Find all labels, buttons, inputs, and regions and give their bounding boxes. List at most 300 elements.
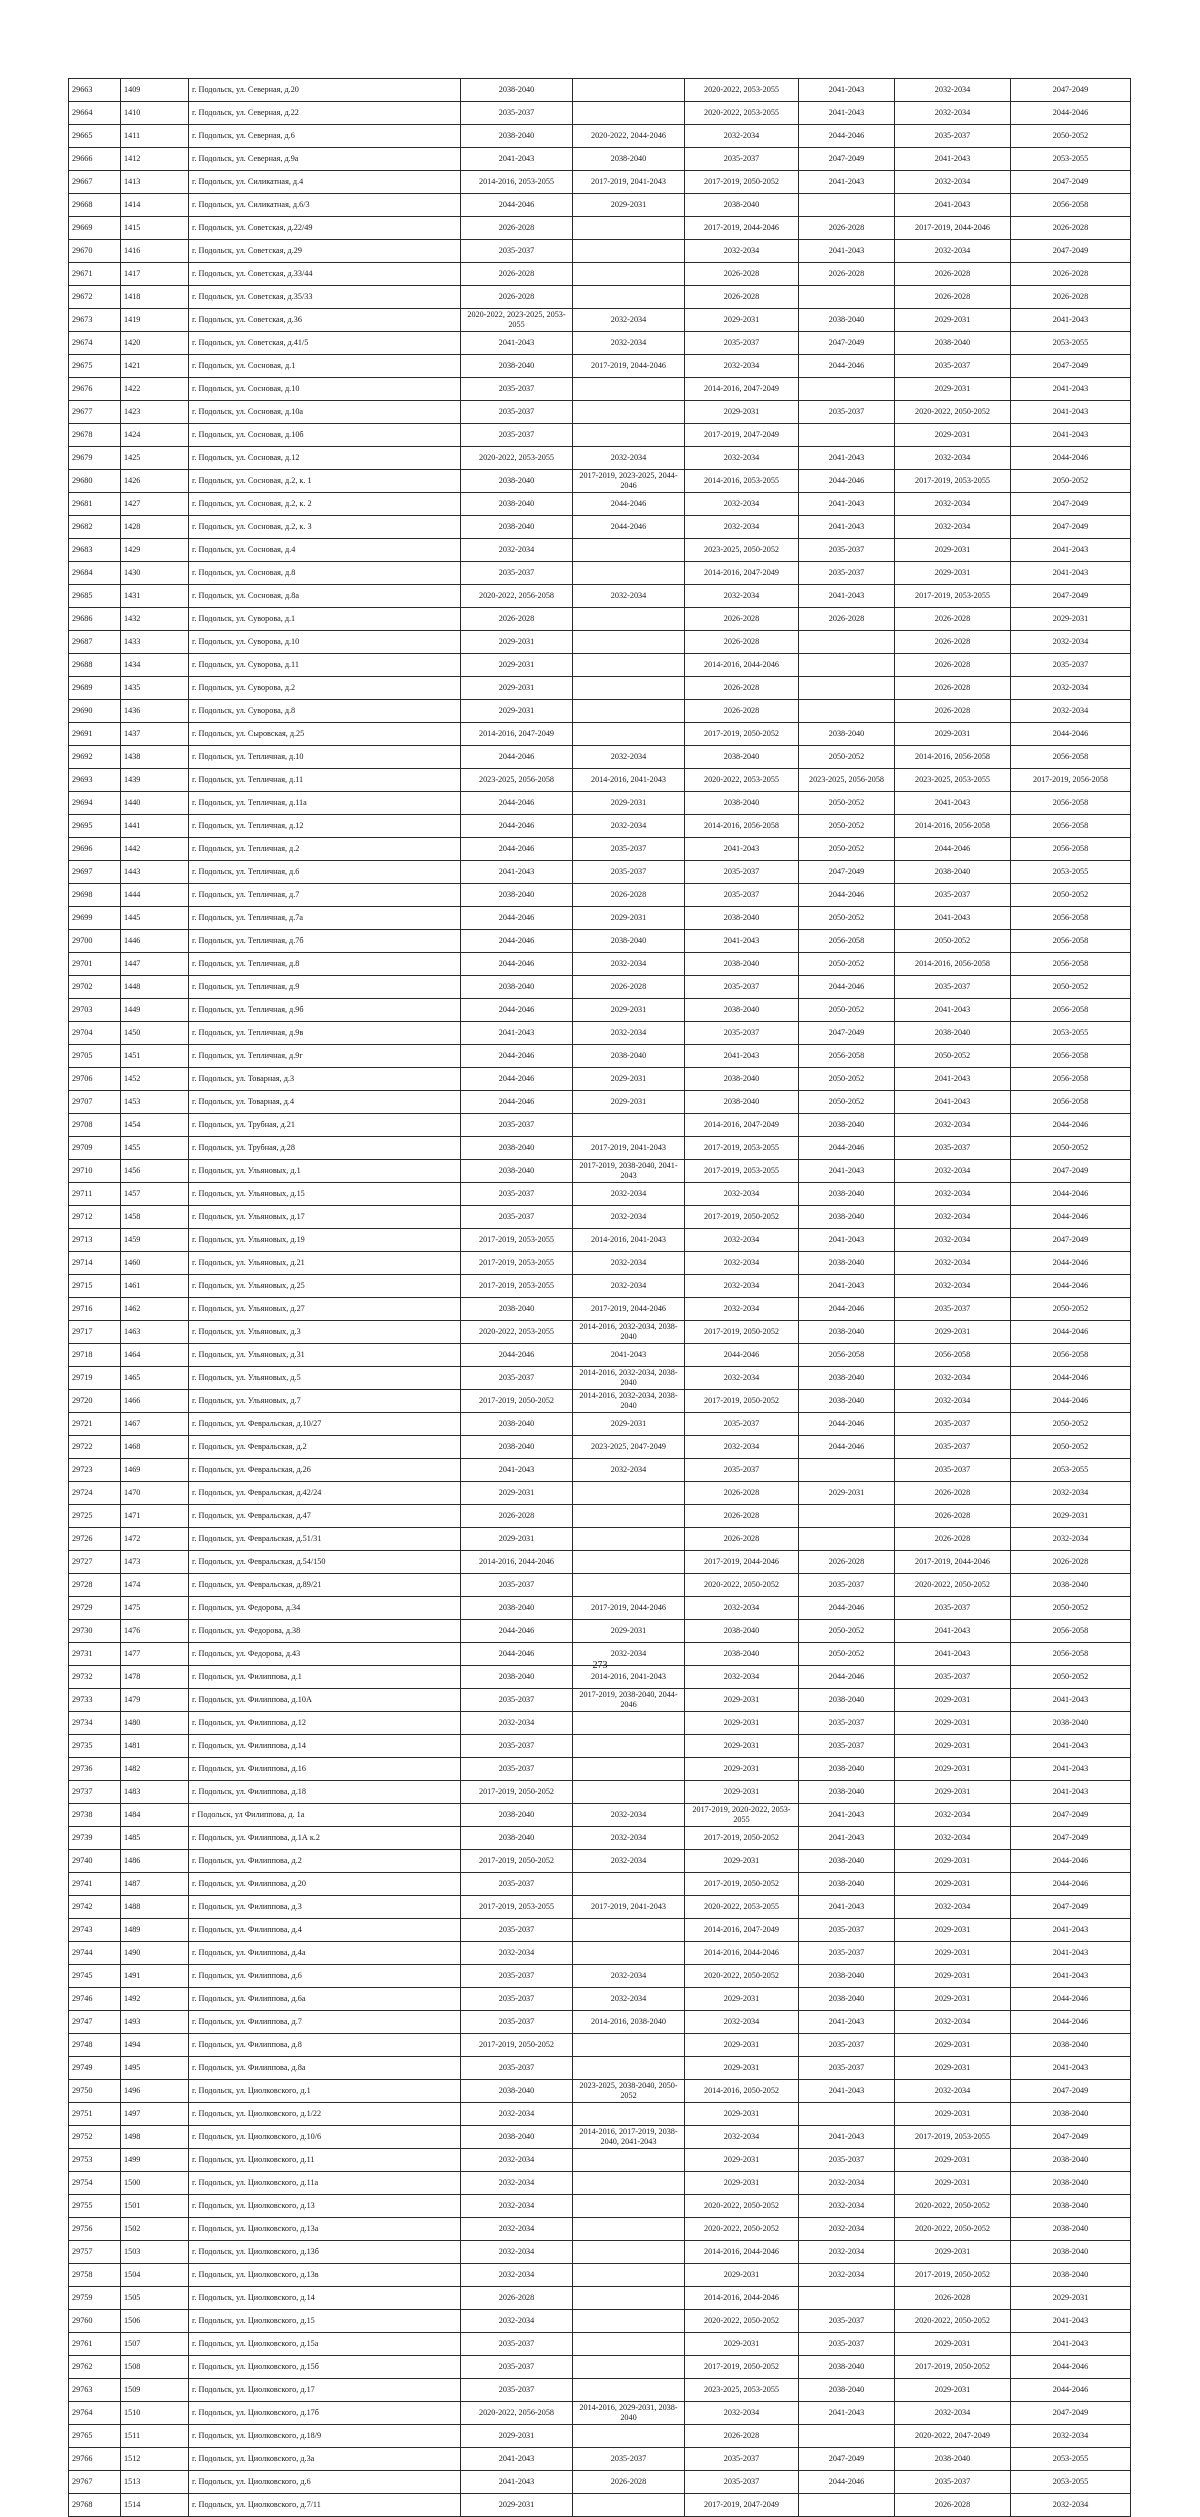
- table-row: [69, 1781, 1131, 1804]
- period-col-5: 2035-2037: [895, 1298, 1011, 1321]
- period-col-3: 2032-2034: [685, 585, 799, 608]
- period-col-4: 2038-2040: [799, 1781, 895, 1804]
- period-col-4: [799, 2494, 895, 2517]
- table-row: [69, 2448, 1131, 2471]
- period-col-1: 2014-2016, 2053-2055: [461, 171, 573, 194]
- table-row: [69, 1597, 1131, 1620]
- row-id-cell: 29733: [69, 1689, 121, 1712]
- period-col-5: 2032-2034: [895, 1804, 1011, 1827]
- period-col-3: 2035-2037: [685, 332, 799, 355]
- period-col-3: 2014-2016, 2044-2046: [685, 1942, 799, 1965]
- period-col-3: 2017-2019, 2044-2046: [685, 1551, 799, 1574]
- period-col-6: 2047-2049: [1011, 1229, 1131, 1252]
- period-col-1: 2032-2034: [461, 2172, 573, 2195]
- sub-id-cell: 1423: [121, 401, 189, 424]
- period-col-6: 2041-2043: [1011, 401, 1131, 424]
- sub-id-cell: 1485: [121, 1827, 189, 1850]
- sub-id-cell: 1510: [121, 2402, 189, 2425]
- table-row: [69, 1965, 1131, 1988]
- period-col-4: [799, 286, 895, 309]
- table-row: [69, 1229, 1131, 1252]
- period-col-4: 2050-2052: [799, 815, 895, 838]
- period-col-6: 2050-2052: [1011, 1436, 1131, 1459]
- period-col-3: 2026-2028: [685, 2425, 799, 2448]
- period-col-1: 2041-2043: [461, 332, 573, 355]
- period-col-3: 2014-2016, 2047-2049: [685, 1114, 799, 1137]
- table-row: [69, 2103, 1131, 2126]
- period-col-5: 2029-2031: [895, 1712, 1011, 1735]
- period-col-6: 2044-2046: [1011, 1252, 1131, 1275]
- period-col-1: 2038-2040: [461, 493, 573, 516]
- period-col-1: 2035-2037: [461, 2057, 573, 2080]
- table-row: [69, 1505, 1131, 1528]
- period-col-5: 2041-2043: [895, 907, 1011, 930]
- sub-id-cell: 1459: [121, 1229, 189, 1252]
- table-row: [69, 1873, 1131, 1896]
- row-id-cell: 29711: [69, 1183, 121, 1206]
- period-col-2: 2017-2019, 2041-2043: [573, 1137, 685, 1160]
- period-col-1: 2029-2031: [461, 677, 573, 700]
- period-col-3: 2017-2019, 2050-2052: [685, 2356, 799, 2379]
- period-col-5: 2017-2019, 2050-2052: [895, 2356, 1011, 2379]
- table-row: [69, 2264, 1131, 2287]
- row-id-cell: 29666: [69, 148, 121, 171]
- period-col-4: 2038-2040: [799, 1758, 895, 1781]
- address-cell: г. Подольск, ул. Суворова, д.2: [189, 677, 461, 700]
- period-col-2: 2032-2034: [573, 1850, 685, 1873]
- period-col-3: 2023-2025, 2050-2052: [685, 539, 799, 562]
- period-col-1: 2035-2037: [461, 401, 573, 424]
- address-cell: г. Подольск, ул. Ульяновых, д.19: [189, 1229, 461, 1252]
- row-id-cell: 29741: [69, 1873, 121, 1896]
- period-col-4: 2047-2049: [799, 861, 895, 884]
- period-col-1: 2032-2034: [461, 2310, 573, 2333]
- table-row: [69, 2241, 1131, 2264]
- sub-id-cell: 1443: [121, 861, 189, 884]
- period-col-3: 2035-2037: [685, 1413, 799, 1436]
- period-col-6: 2050-2052: [1011, 470, 1131, 493]
- period-col-4: 2047-2049: [799, 2448, 895, 2471]
- row-id-cell: 29720: [69, 1390, 121, 1413]
- period-col-3: 2035-2037: [685, 884, 799, 907]
- period-col-3: 2020-2022, 2050-2052: [685, 2195, 799, 2218]
- row-id-cell: 29694: [69, 792, 121, 815]
- row-id-cell: 29688: [69, 654, 121, 677]
- address-cell: г. Подольск, ул. Филиппова, д.1А к.2: [189, 1827, 461, 1850]
- period-col-5: 2032-2034: [895, 1229, 1011, 1252]
- period-col-6: 2056-2058: [1011, 792, 1131, 815]
- period-col-6: 2041-2043: [1011, 1758, 1131, 1781]
- period-col-5: 2032-2034: [895, 1390, 1011, 1413]
- period-col-5: 2026-2028: [895, 677, 1011, 700]
- address-cell: г. Подольск, ул. Февральская, д.54/150: [189, 1551, 461, 1574]
- row-id-cell: 29678: [69, 424, 121, 447]
- sub-id-cell: 1499: [121, 2149, 189, 2172]
- sub-id-cell: 1430: [121, 562, 189, 585]
- period-col-5: 2035-2037: [895, 1597, 1011, 1620]
- period-col-1: 2041-2043: [461, 2448, 573, 2471]
- sub-id-cell: 1414: [121, 194, 189, 217]
- period-col-2: 2023-2025, 2038-2040, 2050-2052: [573, 2080, 685, 2103]
- sub-id-cell: 1437: [121, 723, 189, 746]
- address-cell: г. Подольск, ул. Тепличная, д.11а: [189, 792, 461, 815]
- period-col-4: 2041-2043: [799, 1827, 895, 1850]
- period-col-2: 2014-2016, 2032-2034, 2038-2040: [573, 1367, 685, 1390]
- row-id-cell: 29739: [69, 1827, 121, 1850]
- period-col-2: 2032-2034: [573, 585, 685, 608]
- period-col-1: 2044-2046: [461, 930, 573, 953]
- period-col-4: 2050-2052: [799, 999, 895, 1022]
- period-col-4: 2041-2043: [799, 2080, 895, 2103]
- period-col-6: 2053-2055: [1011, 861, 1131, 884]
- address-cell: г. Подольск, ул. Циолковского, д.14: [189, 2287, 461, 2310]
- period-col-5: 2026-2028: [895, 1505, 1011, 1528]
- sub-id-cell: 1479: [121, 1689, 189, 1712]
- sub-id-cell: 1410: [121, 102, 189, 125]
- period-col-1: 2038-2040: [461, 2126, 573, 2149]
- period-col-5: 2014-2016, 2056-2058: [895, 815, 1011, 838]
- period-col-3: 2026-2028: [685, 263, 799, 286]
- row-id-cell: 29722: [69, 1436, 121, 1459]
- address-cell: г. Подольск, ул. Ульяновых, д.1: [189, 1160, 461, 1183]
- period-col-6: 2026-2028: [1011, 217, 1131, 240]
- period-col-5: 2017-2019, 2044-2046: [895, 217, 1011, 240]
- period-col-2: 2014-2016, 2017-2019, 2038-2040, 2041-2043: [573, 2126, 685, 2149]
- period-col-5: 2029-2031: [895, 2103, 1011, 2126]
- sub-id-cell: 1503: [121, 2241, 189, 2264]
- sub-id-cell: 1440: [121, 792, 189, 815]
- period-col-4: 2038-2040: [799, 1965, 895, 1988]
- table-row: [69, 1390, 1131, 1413]
- table-row: [69, 2218, 1131, 2241]
- address-cell: г. Подольск, ул. Тепличная, д.2: [189, 838, 461, 861]
- address-cell: г. Подольск, ул. Советская, д.22/49: [189, 217, 461, 240]
- period-col-2: 2014-2016, 2032-2034, 2038-2040: [573, 1390, 685, 1413]
- period-col-4: 2038-2040: [799, 1252, 895, 1275]
- period-col-1: 2026-2028: [461, 1505, 573, 1528]
- row-id-cell: 29676: [69, 378, 121, 401]
- period-col-2: 2035-2037: [573, 2448, 685, 2471]
- period-col-4: 2038-2040: [799, 1689, 895, 1712]
- sub-id-cell: 1509: [121, 2379, 189, 2402]
- address-cell: г. Подольск, ул. Советская, д.36: [189, 309, 461, 332]
- period-col-3: 2014-2016, 2047-2049: [685, 1919, 799, 1942]
- period-col-6: 2044-2046: [1011, 1206, 1131, 1229]
- table-row: [69, 1528, 1131, 1551]
- address-cell: г. Подольск, ул. Товарная, д.4: [189, 1091, 461, 1114]
- row-id-cell: 29759: [69, 2287, 121, 2310]
- period-col-2: 2017-2019, 2041-2043: [573, 171, 685, 194]
- period-col-6: 2038-2040: [1011, 2218, 1131, 2241]
- period-col-6: 2038-2040: [1011, 2034, 1131, 2057]
- period-col-1: 2032-2034: [461, 2264, 573, 2287]
- period-col-1: 2035-2037: [461, 378, 573, 401]
- period-col-4: 2044-2046: [799, 976, 895, 999]
- period-col-1: 2017-2019, 2053-2055: [461, 1896, 573, 1919]
- period-col-4: [799, 2425, 895, 2448]
- sub-id-cell: 1450: [121, 1022, 189, 1045]
- period-col-5: 2029-2031: [895, 2379, 1011, 2402]
- table-row: [69, 861, 1131, 884]
- period-col-3: 2035-2037: [685, 2471, 799, 2494]
- period-col-5: 2038-2040: [895, 2448, 1011, 2471]
- address-cell: г. Подольск, ул. Филиппова, д.6: [189, 1965, 461, 1988]
- address-cell: г. Подольск, ул. Циолковского, д.1: [189, 2080, 461, 2103]
- row-id-cell: 29689: [69, 677, 121, 700]
- period-col-4: 2041-2043: [799, 1275, 895, 1298]
- period-col-3: 2029-2031: [685, 2034, 799, 2057]
- row-id-cell: 29707: [69, 1091, 121, 1114]
- period-col-4: 2041-2043: [799, 79, 895, 102]
- period-col-6: 2041-2043: [1011, 424, 1131, 447]
- period-col-3: 2029-2031: [685, 401, 799, 424]
- period-col-3: 2029-2031: [685, 1689, 799, 1712]
- table-row: [69, 884, 1131, 907]
- period-col-3: 2032-2034: [685, 516, 799, 539]
- period-col-4: 2041-2043: [799, 2011, 895, 2034]
- period-col-4: 2041-2043: [799, 1804, 895, 1827]
- sub-id-cell: 1455: [121, 1137, 189, 1160]
- period-col-5: 2044-2046: [895, 838, 1011, 861]
- period-col-4: 2038-2040: [799, 309, 895, 332]
- period-col-4: [799, 2287, 895, 2310]
- period-col-5: 2020-2022, 2050-2052: [895, 401, 1011, 424]
- period-col-1: 2035-2037: [461, 1206, 573, 1229]
- period-col-2: 2032-2034: [573, 1643, 685, 1666]
- period-col-6: 2056-2058: [1011, 838, 1131, 861]
- period-col-2: [573, 240, 685, 263]
- address-cell: г. Подольск, ул. Февральская, д.51/31: [189, 1528, 461, 1551]
- period-col-4: 2035-2037: [799, 1574, 895, 1597]
- period-col-4: 2032-2034: [799, 2241, 895, 2264]
- table-row: [69, 79, 1131, 102]
- period-col-4: 2035-2037: [799, 1942, 895, 1965]
- period-col-1: 2035-2037: [461, 1689, 573, 1712]
- row-id-cell: 29683: [69, 539, 121, 562]
- address-cell: г. Подольск, ул. Сосновая, д.10б: [189, 424, 461, 447]
- row-id-cell: 29715: [69, 1275, 121, 1298]
- period-col-2: 2044-2046: [573, 516, 685, 539]
- period-col-4: 2029-2031: [799, 1482, 895, 1505]
- period-col-4: [799, 1459, 895, 1482]
- address-cell: г. Подольск, ул. Филиппова, д.12: [189, 1712, 461, 1735]
- period-col-5: 2029-2031: [895, 2172, 1011, 2195]
- sub-id-cell: 1474: [121, 1574, 189, 1597]
- period-col-1: 2035-2037: [461, 1735, 573, 1758]
- sub-id-cell: 1514: [121, 2494, 189, 2517]
- period-col-2: [573, 2264, 685, 2287]
- table-row: [69, 2172, 1131, 2195]
- period-col-6: 2032-2034: [1011, 631, 1131, 654]
- period-col-4: 2035-2037: [799, 2310, 895, 2333]
- period-col-4: 2038-2040: [799, 723, 895, 746]
- period-col-2: [573, 2103, 685, 2126]
- period-col-4: 2026-2028: [799, 217, 895, 240]
- address-cell: г. Подольск, ул. Советская, д.35/33: [189, 286, 461, 309]
- period-col-3: 2041-2043: [685, 838, 799, 861]
- row-id-cell: 29743: [69, 1919, 121, 1942]
- period-col-6: 2038-2040: [1011, 2149, 1131, 2172]
- row-id-cell: 29705: [69, 1045, 121, 1068]
- period-col-1: 2044-2046: [461, 1344, 573, 1367]
- period-col-3: 2029-2031: [685, 1712, 799, 1735]
- row-id-cell: 29693: [69, 769, 121, 792]
- period-col-2: 2029-2031: [573, 1091, 685, 1114]
- table-row: [69, 2034, 1131, 2057]
- period-col-1: 2038-2040: [461, 1160, 573, 1183]
- sub-id-cell: 1465: [121, 1367, 189, 1390]
- sub-id-cell: 1507: [121, 2333, 189, 2356]
- sub-id-cell: 1512: [121, 2448, 189, 2471]
- table-row: [69, 447, 1131, 470]
- period-col-2: [573, 2241, 685, 2264]
- period-col-1: 2041-2043: [461, 1459, 573, 1482]
- period-col-6: 2047-2049: [1011, 1896, 1131, 1919]
- address-cell: г. Подольск, ул. Тепличная, д.10: [189, 746, 461, 769]
- table-row: [69, 585, 1131, 608]
- period-col-4: 2041-2043: [799, 516, 895, 539]
- table-row: [69, 1045, 1131, 1068]
- period-col-5: 2029-2031: [895, 1873, 1011, 1896]
- period-col-2: [573, 2057, 685, 2080]
- address-cell: г. Подольск, ул. Сыровская, д.25: [189, 723, 461, 746]
- period-col-2: [573, 2494, 685, 2517]
- row-id-cell: 29748: [69, 2034, 121, 2057]
- sub-id-cell: 1473: [121, 1551, 189, 1574]
- table-row: [69, 2057, 1131, 2080]
- address-cell: г. Подольск, ул. Циолковского, д.1/22: [189, 2103, 461, 2126]
- period-col-4: 2035-2037: [799, 2057, 895, 2080]
- period-col-4: 2050-2052: [799, 1620, 895, 1643]
- address-cell: г. Подольск, ул. Советская, д.29: [189, 240, 461, 263]
- period-col-1: 2017-2019, 2053-2055: [461, 1229, 573, 1252]
- period-col-3: 2017-2019, 2053-2055: [685, 1137, 799, 1160]
- sub-id-cell: 1449: [121, 999, 189, 1022]
- period-col-1: 2035-2037: [461, 102, 573, 125]
- period-col-3: 2032-2034: [685, 2011, 799, 2034]
- sub-id-cell: 1476: [121, 1620, 189, 1643]
- period-col-1: 2038-2040: [461, 1666, 573, 1689]
- row-id-cell: 29673: [69, 309, 121, 332]
- period-col-6: 2047-2049: [1011, 585, 1131, 608]
- period-col-3: 2038-2040: [685, 1091, 799, 1114]
- address-cell: г. Подольск, ул. Ульяновых, д.3: [189, 1321, 461, 1344]
- address-cell: г. Подольск, ул. Филиппова, д.3: [189, 1896, 461, 1919]
- table-row: [69, 263, 1131, 286]
- period-col-2: [573, 79, 685, 102]
- table-row: [69, 1367, 1131, 1390]
- period-col-6: 2044-2046: [1011, 1275, 1131, 1298]
- period-col-5: 2029-2031: [895, 562, 1011, 585]
- sub-id-cell: 1486: [121, 1850, 189, 1873]
- period-col-4: 2044-2046: [799, 1666, 895, 1689]
- sub-id-cell: 1480: [121, 1712, 189, 1735]
- period-col-5: 2032-2034: [895, 79, 1011, 102]
- sub-id-cell: 1472: [121, 1528, 189, 1551]
- row-id-cell: 29712: [69, 1206, 121, 1229]
- row-id-cell: 29763: [69, 2379, 121, 2402]
- period-col-2: 2035-2037: [573, 861, 685, 884]
- period-col-4: 2056-2058: [799, 1344, 895, 1367]
- table-row: [69, 1827, 1131, 1850]
- period-col-4: 2041-2043: [799, 493, 895, 516]
- period-col-5: 2032-2034: [895, 516, 1011, 539]
- period-col-6: 2050-2052: [1011, 884, 1131, 907]
- period-col-5: 2032-2034: [895, 2011, 1011, 2034]
- period-col-1: 2044-2046: [461, 1643, 573, 1666]
- period-col-6: 2047-2049: [1011, 1827, 1131, 1850]
- period-col-1: 2035-2037: [461, 1114, 573, 1137]
- sub-id-cell: 1441: [121, 815, 189, 838]
- period-col-1: 2038-2040: [461, 516, 573, 539]
- period-col-3: 2023-2025, 2053-2055: [685, 2379, 799, 2402]
- address-cell: г. Подольск, ул. Северная, д.20: [189, 79, 461, 102]
- period-col-4: 2056-2058: [799, 930, 895, 953]
- sub-id-cell: 1421: [121, 355, 189, 378]
- period-col-1: 2032-2034: [461, 2149, 573, 2172]
- period-col-5: 2041-2043: [895, 1620, 1011, 1643]
- address-cell: г. Подольск, ул. Филиппова, д.18: [189, 1781, 461, 1804]
- period-col-6: 2041-2043: [1011, 539, 1131, 562]
- period-col-6: 2032-2034: [1011, 2494, 1131, 2517]
- table-row: [69, 907, 1131, 930]
- period-col-5: 2041-2043: [895, 194, 1011, 217]
- row-id-cell: 29710: [69, 1160, 121, 1183]
- period-col-5: 2035-2037: [895, 1436, 1011, 1459]
- period-col-4: 2050-2052: [799, 953, 895, 976]
- row-id-cell: 29756: [69, 2218, 121, 2241]
- period-col-1: 2032-2034: [461, 2103, 573, 2126]
- period-col-6: 2038-2040: [1011, 2172, 1131, 2195]
- period-col-2: [573, 2425, 685, 2448]
- table-row: [69, 746, 1131, 769]
- period-col-2: 2032-2034: [573, 1804, 685, 1827]
- period-col-3: 2032-2034: [685, 125, 799, 148]
- period-col-6: 2047-2049: [1011, 79, 1131, 102]
- period-col-1: 2032-2034: [461, 1712, 573, 1735]
- sub-id-cell: 1463: [121, 1321, 189, 1344]
- period-col-5: 2020-2022, 2050-2052: [895, 1574, 1011, 1597]
- period-col-5: 2017-2019, 2053-2055: [895, 2126, 1011, 2149]
- address-cell: г. Подольск, ул. Ульяновых, д.21: [189, 1252, 461, 1275]
- sub-id-cell: 1458: [121, 1206, 189, 1229]
- period-col-1: 2044-2046: [461, 1068, 573, 1091]
- table-row: [69, 240, 1131, 263]
- sub-id-cell: 1483: [121, 1781, 189, 1804]
- period-col-2: [573, 608, 685, 631]
- period-col-6: 2056-2058: [1011, 1045, 1131, 1068]
- schedule-table-container: [68, 78, 1130, 2517]
- address-cell: г. Подольск, ул. Филиппова, д.1: [189, 1666, 461, 1689]
- row-id-cell: 29700: [69, 930, 121, 953]
- period-col-4: 2035-2037: [799, 562, 895, 585]
- period-col-3: 2029-2031: [685, 2057, 799, 2080]
- period-col-3: 2020-2022, 2050-2052: [685, 1574, 799, 1597]
- period-col-2: [573, 562, 685, 585]
- period-col-6: 2056-2058: [1011, 194, 1131, 217]
- row-id-cell: 29742: [69, 1896, 121, 1919]
- period-col-4: 2050-2052: [799, 1068, 895, 1091]
- period-col-3: 2017-2019, 2050-2052: [685, 171, 799, 194]
- period-col-1: 2020-2022, 2056-2058: [461, 2402, 573, 2425]
- period-col-4: 2050-2052: [799, 746, 895, 769]
- period-col-4: 2032-2034: [799, 2218, 895, 2241]
- period-col-2: [573, 700, 685, 723]
- sub-id-cell: 1456: [121, 1160, 189, 1183]
- period-col-2: 2023-2025, 2047-2049: [573, 1436, 685, 1459]
- period-col-3: 2020-2022, 2053-2055: [685, 79, 799, 102]
- table-row: [69, 378, 1131, 401]
